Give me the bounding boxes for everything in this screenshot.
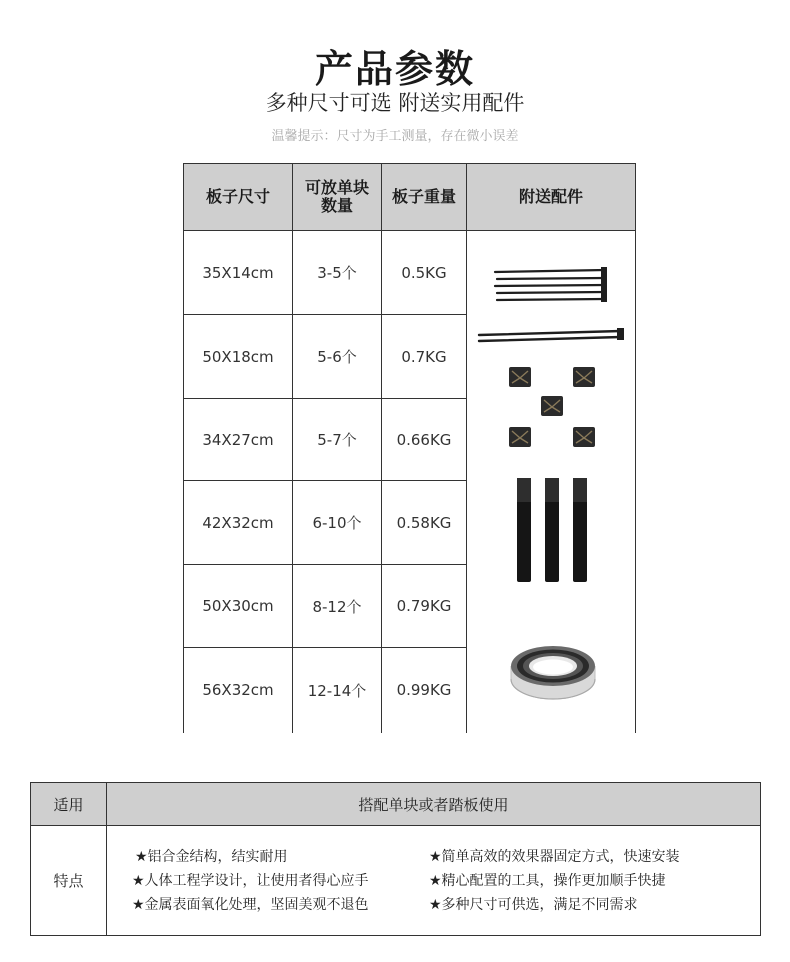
cell-size: 34X27cm — [184, 399, 293, 481]
apply-label: 适用 — [31, 783, 107, 826]
usage-table — [30, 782, 760, 936]
feature-item: ★简单高效的效果器固定方式，快速安装 — [429, 849, 680, 865]
cable-ties-icon — [495, 267, 607, 302]
feature-row — [31, 826, 761, 936]
cell-size: 50X18cm — [184, 315, 293, 399]
velcro-tape-roll-icon — [511, 646, 595, 699]
cell-count: 6-10个 — [293, 481, 382, 565]
cell-size: 56X32cm — [184, 648, 293, 733]
cell-count: 5-6个 — [293, 315, 382, 399]
page-title: 产品参数 — [314, 47, 475, 91]
header-accessories: 附送配件 — [467, 164, 636, 231]
adhesive-mounts-icon — [509, 367, 595, 447]
cell-weight: 0.5KG — [382, 231, 467, 315]
feature-item: ★铝合金结构，结实耐用 — [135, 849, 288, 865]
measurement-tip: 温馨提示：尺寸为手工测量，存在微小误差 — [271, 129, 519, 144]
velcro-straps-icon — [517, 478, 587, 582]
apply-value: 搭配单块或者踏板使用 — [107, 783, 761, 826]
feature-item: ★人体工程学设计，让使用者得心应手 — [132, 873, 369, 889]
apply-row — [31, 783, 761, 826]
feature-cell — [107, 826, 761, 936]
feature-item: ★精心配置的工具，操作更加顺手快捷 — [429, 873, 666, 889]
feature-label: 特点 — [31, 826, 107, 936]
cell-size: 50X30cm — [184, 565, 293, 648]
page-subtitle: 多种尺寸可选 附送实用配件 — [265, 91, 525, 115]
cell-count: 5-7个 — [293, 399, 382, 481]
cell-size: 35X14cm — [184, 231, 293, 315]
cell-count: 3-5个 — [293, 231, 382, 315]
feature-item: ★多种尺寸可供选，满足不同需求 — [429, 897, 638, 913]
cell-weight: 0.99KG — [382, 648, 467, 733]
cell-size: 42X32cm — [184, 481, 293, 565]
header-pedal-count-line2: 数量 — [320, 196, 353, 215]
accessories-illustration — [467, 231, 635, 732]
spec-header-row — [184, 164, 636, 231]
header-pedal-count — [293, 164, 382, 231]
cell-weight: 0.58KG — [382, 481, 467, 565]
accessories-cell — [467, 231, 636, 733]
cell-count: 12-14个 — [293, 648, 382, 733]
header-board-size: 板子尺寸 — [184, 164, 293, 231]
table-row — [184, 231, 636, 315]
cell-weight: 0.66KG — [382, 399, 467, 481]
long-cable-ties-icon — [479, 328, 624, 341]
spec-table — [183, 163, 635, 732]
cell-count: 8-12个 — [293, 565, 382, 648]
cell-weight: 0.7KG — [382, 315, 467, 399]
cell-weight: 0.79KG — [382, 565, 467, 648]
header-board-weight: 板子重量 — [382, 164, 467, 231]
header-pedal-count-line1: 可放单块 — [304, 178, 369, 197]
feature-item: ★金属表面氧化处理，坚固美观不退色 — [132, 897, 369, 913]
